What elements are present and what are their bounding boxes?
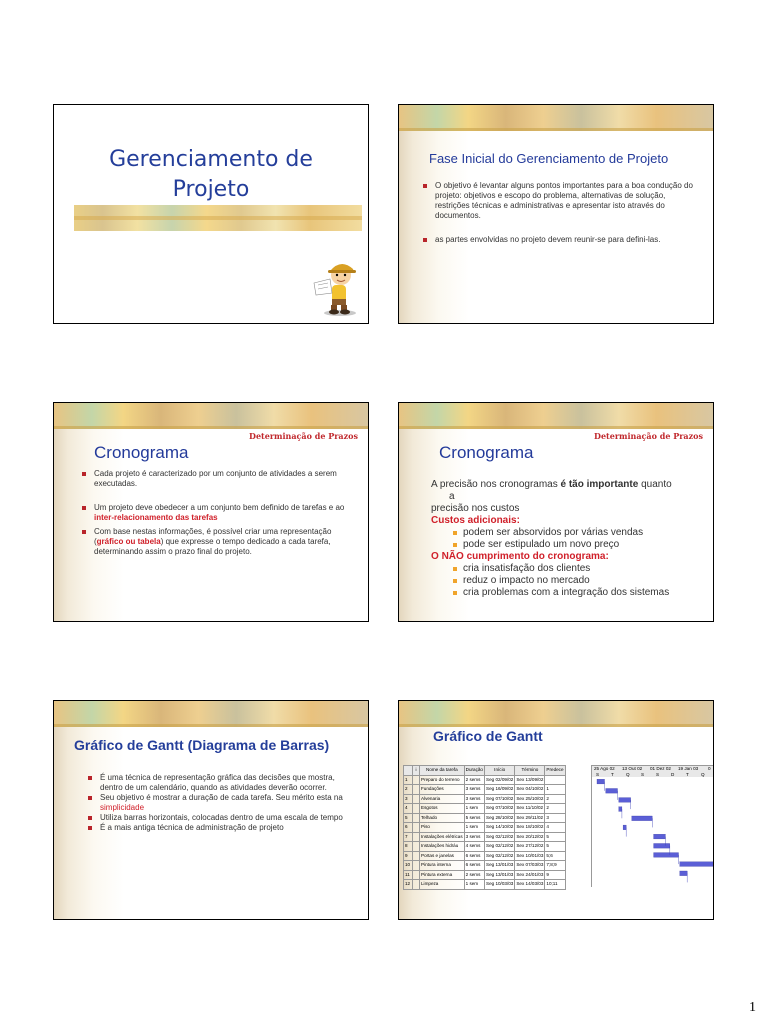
- decorative-floral-strip: [74, 205, 362, 231]
- section-tag: Determinação de Prazos: [594, 431, 703, 441]
- table-cell: [413, 823, 420, 833]
- column-header: Início: [485, 766, 515, 776]
- column-header: Término: [515, 766, 545, 776]
- slide-heading: Cronograma: [94, 443, 189, 462]
- table-cell: Telhado: [420, 813, 465, 823]
- table-cell: Fundações: [420, 785, 465, 795]
- table-cell: 1 sem: [464, 804, 484, 814]
- gantt-bar: [606, 789, 618, 794]
- decorative-floral-band: [399, 403, 713, 429]
- gantt-bar: [619, 798, 631, 803]
- mascot-reading-map-icon: [312, 255, 364, 317]
- table-cell: Portas e janelas: [420, 851, 465, 861]
- text-line: precisão nos custos: [431, 503, 520, 514]
- table-cell: Seg 07/10/02: [485, 794, 515, 804]
- table-cell: Seg 02/12/02: [485, 832, 515, 842]
- table-cell: 7;8;9: [545, 861, 565, 871]
- table-cell: Sex 29/11/02: [515, 813, 545, 823]
- costs-heading: Custos adicionais:: [431, 515, 520, 526]
- gantt-bar: [654, 853, 679, 858]
- table-cell: Sex 10/01/03: [515, 851, 545, 861]
- slide-body: [431, 479, 714, 599]
- table-cell: 10;11: [545, 880, 565, 890]
- bullet-item: [88, 793, 350, 813]
- gantt-bar: [654, 834, 666, 839]
- table-cell: 5 sems: [464, 813, 484, 823]
- table-row: [404, 861, 566, 871]
- table-cell: Sex 04/10/02: [515, 785, 545, 795]
- slide-title-heading: [54, 145, 368, 205]
- timeline-week: 25 Ago 02: [594, 766, 615, 771]
- text: A precisão nos cronogramas: [431, 479, 561, 490]
- bold-text: é tão importante: [560, 479, 639, 490]
- table-row: [404, 813, 566, 823]
- highlight-text: gráfico ou tabela: [96, 537, 161, 546]
- table-cell: Sex 25/10/02: [515, 794, 545, 804]
- timeline-day: T: [611, 772, 614, 777]
- table-cell: Limpeza: [420, 880, 465, 890]
- table-cell: Pintura externa: [420, 870, 465, 880]
- timeline-day: D: [671, 772, 675, 777]
- bullet-item: [82, 503, 352, 523]
- table-cell: 11: [404, 870, 413, 880]
- table-cell: Seg 14/10/02: [485, 823, 515, 833]
- table-row: [404, 851, 566, 861]
- sub-bullet: pode ser estipulado um novo preço: [431, 539, 714, 551]
- column-header: Nome da tarefa: [420, 766, 465, 776]
- table-cell: Sex 14/03/03: [515, 880, 545, 890]
- title-line-1: Gerenciamento de: [109, 147, 313, 172]
- table-cell: 3 sems: [464, 785, 484, 795]
- table-cell: [413, 794, 420, 804]
- slide-heading: Gráfico de Gantt: [433, 728, 543, 744]
- table-cell: [413, 785, 420, 795]
- table-cell: [413, 842, 420, 852]
- table-cell: 5;6: [545, 851, 565, 861]
- table-cell: 2: [545, 804, 565, 814]
- gantt-task-table: [403, 765, 566, 890]
- table-cell: Pintura interna: [420, 861, 465, 871]
- decorative-floral-band: [54, 403, 368, 429]
- table-cell: [413, 832, 420, 842]
- table-cell: Sex 07/03/03: [515, 861, 545, 871]
- table-cell: 3: [404, 794, 413, 804]
- decorative-floral-band: [54, 701, 368, 727]
- bullet-item: É a mais antiga técnica de administração de projeto: [88, 823, 350, 833]
- table-cell: 1 sem: [464, 880, 484, 890]
- page-number: 1: [749, 1000, 756, 1015]
- timeline-day: Q: [626, 772, 630, 777]
- slide-title: [53, 104, 369, 324]
- table-cell: 3 sems: [464, 794, 484, 804]
- table-cell: Seg 13/01/03: [485, 870, 515, 880]
- timeline-week: 13 Out 02: [622, 766, 643, 771]
- table-row: [404, 870, 566, 880]
- slide-gantt-definition: [53, 700, 369, 920]
- timeline-day: S: [641, 772, 645, 777]
- bullet-item: O objetivo é levantar alguns pontos importantes para a boa condução do projeto: objetivos e escopo do problema, alternativas de solução, restrições técnicas e administrativas e apresentar isto através do documentos.: [423, 181, 695, 221]
- bullet-item: as partes envolvidas no projeto devem reunir-se para defini-las.: [423, 235, 695, 245]
- sub-bullet: cria insatisfação dos clientes: [431, 563, 714, 575]
- text: do cronograma:: [529, 551, 609, 562]
- highlight-text: simplicidade: [100, 803, 145, 812]
- slide-heading: Fase Inicial do Gerenciamento de Projeto: [429, 151, 669, 166]
- table-cell: 6 sems: [464, 851, 484, 861]
- nao-heading: [431, 551, 714, 563]
- table-cell: 6 sems: [464, 861, 484, 871]
- timeline-day: Q: [701, 772, 705, 777]
- sub-bullet: cria problemas com a integração dos sistemas: [431, 587, 714, 599]
- table-cell: 2: [545, 794, 565, 804]
- text-line: a: [449, 491, 455, 502]
- table-cell: 9: [404, 851, 413, 861]
- table-cell: Seg 07/10/02: [485, 804, 515, 814]
- table-cell: Sex 13/09/02: [515, 775, 545, 785]
- table-cell: [413, 804, 420, 814]
- title-line-2: Projeto: [172, 177, 250, 202]
- table-row: [404, 804, 566, 814]
- table-header-row: [404, 766, 566, 776]
- table-cell: [413, 775, 420, 785]
- table-cell: Seg 28/10/02: [485, 813, 515, 823]
- section-tag: Determinação de Prazos: [249, 431, 358, 441]
- table-cell: 5: [545, 832, 565, 842]
- text: quanto: [638, 479, 672, 490]
- table-cell: Instalações hidráu: [420, 842, 465, 852]
- table-row: [404, 842, 566, 852]
- table-cell: Sex 20/12/02: [515, 832, 545, 842]
- table-cell: 3 sems: [464, 832, 484, 842]
- gantt-bar: [597, 779, 605, 784]
- sub-bullet: podem ser absorvidos por várias vendas: [431, 527, 714, 539]
- bullet-item: [82, 527, 352, 557]
- text: O: [431, 551, 442, 562]
- table-cell: [413, 851, 420, 861]
- table-cell: 6: [404, 823, 413, 833]
- timeline-week: 19 Jan 03: [678, 766, 699, 771]
- table-cell: [413, 861, 420, 871]
- bullet-text: Um projeto deve obedecer a um conjunto bem definido de tarefas e ao: [94, 503, 345, 512]
- gantt-bar: [680, 871, 688, 876]
- table-cell: Piso: [420, 823, 465, 833]
- table-row: [404, 794, 566, 804]
- bullet-text: Com base nestas informações, é possível criar uma representação (: [94, 527, 332, 546]
- bullet-text: Seu objetivo é mostrar a duração de cada tarefa. Seu mérito esta na: [100, 793, 343, 802]
- table-cell: Seg 02/09/02: [485, 775, 515, 785]
- table-cell: Seg 02/12/02: [485, 842, 515, 852]
- slide-cronograma-1: [53, 402, 369, 622]
- table-cell: 9: [545, 870, 565, 880]
- gantt-bar-area: [591, 777, 714, 887]
- table-cell: 2 sems: [464, 775, 484, 785]
- timeline-week: 01 Dez 02: [650, 766, 671, 771]
- table-row: [404, 775, 566, 785]
- table-cell: Seg 13/01/03: [485, 861, 515, 871]
- table-cell: 2 sems: [464, 870, 484, 880]
- table-cell: Sex 24/01/03: [515, 870, 545, 880]
- table-cell: 10: [404, 861, 413, 871]
- bullet-list: [423, 181, 695, 245]
- slide-fase-inicial: [398, 104, 714, 324]
- table-cell: 5: [545, 842, 565, 852]
- table-cell: Sex 27/12/02: [515, 842, 545, 852]
- table-cell: Preparo do terreno: [420, 775, 465, 785]
- table-cell: [545, 775, 565, 785]
- table-cell: 4 sems: [464, 842, 484, 852]
- table-cell: Esgotos: [420, 804, 465, 814]
- gantt-bar: [680, 862, 714, 867]
- highlight-text: inter-relacionamento das tarefas: [94, 513, 218, 522]
- table-cell: Instalações elétricas: [420, 832, 465, 842]
- table-cell: Seg 10/03/03: [485, 880, 515, 890]
- gantt-bar: [623, 825, 626, 830]
- timeline-day: T: [686, 772, 689, 777]
- text-line: [431, 479, 714, 491]
- highlight-text: NÃO cumprimento: [441, 551, 530, 562]
- table-cell: 3: [545, 813, 565, 823]
- table-cell: [413, 813, 420, 823]
- timeline-day: S: [596, 772, 600, 777]
- table-cell: 7: [404, 832, 413, 842]
- table-cell: 4: [404, 804, 413, 814]
- column-header: [404, 766, 413, 776]
- table-cell: [413, 880, 420, 890]
- slide-heading: Gráfico de Gantt (Diagrama de Barras): [74, 737, 330, 753]
- table-cell: 5: [404, 813, 413, 823]
- table-cell: Sex 11/10/02: [515, 804, 545, 814]
- slide-gantt-chart: [398, 700, 714, 920]
- sub-bullet: reduz o impacto no mercado: [431, 575, 714, 587]
- gantt-bar: [632, 816, 653, 821]
- bullet-item: É uma técnica de representação gráfica das decisões que mostra, dentro de um calendário, quando as atividades deverão ocorrer.: [88, 773, 350, 793]
- decorative-floral-band: [399, 105, 713, 131]
- timeline-week: 0: [708, 766, 711, 771]
- table-cell: [413, 870, 420, 880]
- bullet-list: [82, 469, 352, 557]
- bullet-item: Utiliza barras horizontais, colocadas dentro de uma escala de tempo: [88, 813, 350, 823]
- table-cell: 2: [404, 785, 413, 795]
- table-row: [404, 785, 566, 795]
- column-header: Predece: [545, 766, 565, 776]
- gantt-table-body: [404, 775, 566, 889]
- slide-cronograma-2: [398, 402, 714, 622]
- table-cell: Seg 02/12/02: [485, 851, 515, 861]
- bullet-text: ) que expresse o tempo dedicado a cada tarefa, determinando assim o prazo final do projeto.: [94, 537, 331, 556]
- slide-heading: Cronograma: [439, 443, 534, 462]
- table-cell: 8: [404, 842, 413, 852]
- bullet-list: [88, 773, 350, 833]
- table-row: [404, 832, 566, 842]
- table-cell: Seg 16/09/02: [485, 785, 515, 795]
- bullet-item: Cada projeto é caracterizado por um conjunto de atividades a serem executadas.: [82, 469, 352, 489]
- table-row: [404, 823, 566, 833]
- column-header: i: [413, 766, 420, 776]
- decorative-floral-band: [399, 701, 713, 727]
- table-cell: 1: [545, 785, 565, 795]
- table-cell: Sex 18/10/02: [515, 823, 545, 833]
- table-cell: 4: [545, 823, 565, 833]
- table-cell: 12: [404, 880, 413, 890]
- column-header: Duração: [464, 766, 484, 776]
- table-cell: 1: [404, 775, 413, 785]
- timeline-day: S: [656, 772, 660, 777]
- gantt-bar: [619, 807, 622, 812]
- table-cell: Alvenaria: [420, 794, 465, 804]
- table-row: [404, 880, 566, 890]
- gantt-bar: [654, 844, 670, 849]
- table-cell: 1 sem: [464, 823, 484, 833]
